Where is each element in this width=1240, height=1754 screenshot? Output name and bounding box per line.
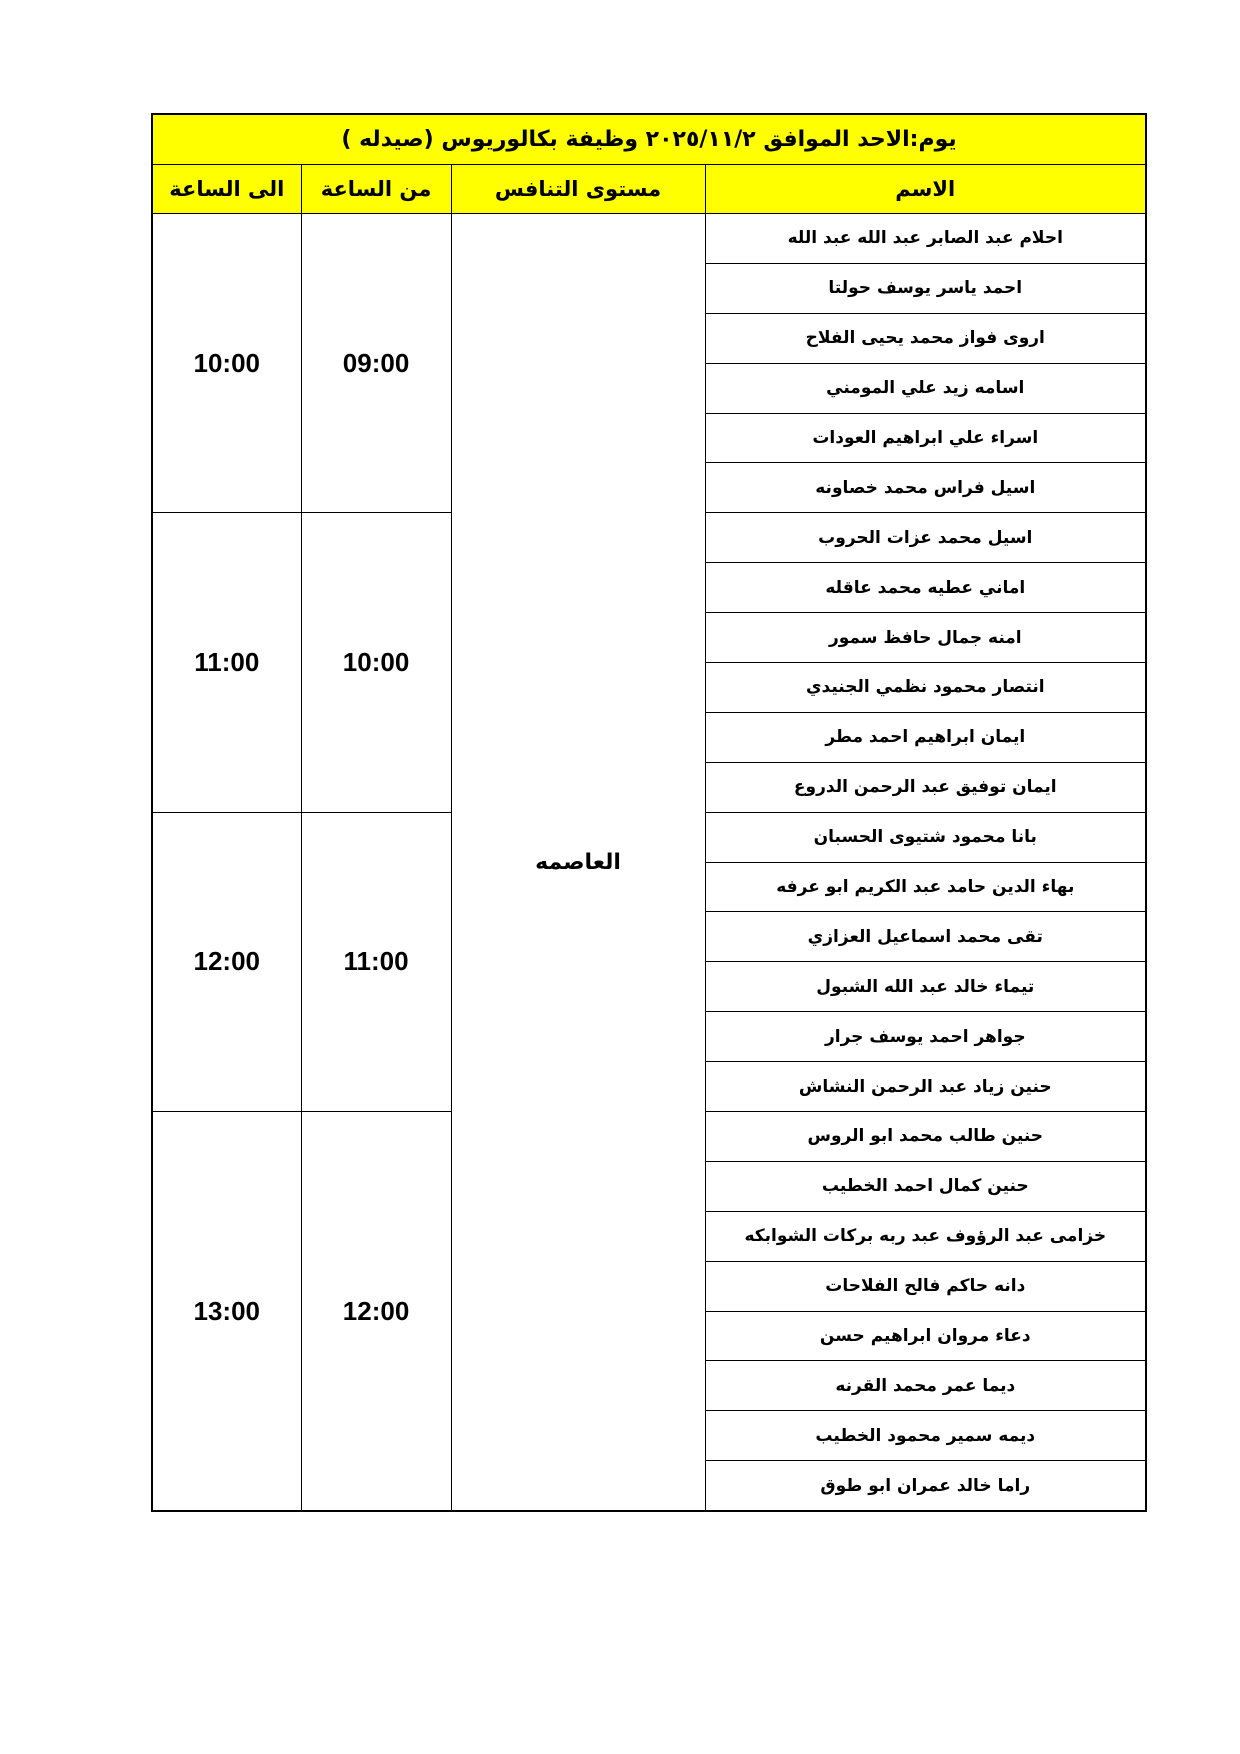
candidate-name: اسراء علي ابراهيم العودات <box>705 413 1146 463</box>
time-from: 11:00 <box>301 812 451 1111</box>
time-from: 09:00 <box>301 214 451 513</box>
candidate-name: احلام عبد الصابر عبد الله عبد الله <box>705 214 1146 264</box>
candidate-name: دعاء مروان ابراهيم حسن <box>705 1311 1146 1361</box>
header-to: الى الساعة <box>152 165 301 214</box>
candidate-name: ديما عمر محمد القرنه <box>705 1361 1146 1411</box>
candidate-name: امنه جمال حافظ سمور <box>705 613 1146 663</box>
exam-schedule-table <box>151 113 1147 1512</box>
candidate-name: تيماء خالد عبد الله الشبول <box>705 962 1146 1012</box>
time-from: 12:00 <box>301 1112 451 1512</box>
candidate-name: ديمه سمير محمود الخطيب <box>705 1411 1146 1461</box>
time-to: 11:00 <box>152 513 301 812</box>
candidate-name: حنين كمال احمد الخطيب <box>705 1161 1146 1211</box>
candidate-name: تقى محمد اسماعيل العزازي <box>705 912 1146 962</box>
candidate-name: ايمان ابراهيم احمد مطر <box>705 712 1146 762</box>
candidate-name: احمد ياسر يوسف حولتا <box>705 263 1146 313</box>
candidate-name: اماني عطيه محمد عاقله <box>705 563 1146 613</box>
header-level: مستوى التنافس <box>451 165 705 214</box>
candidate-name: انتصار محمود نظمي الجنيدي <box>705 663 1146 713</box>
candidate-name: بهاء الدين حامد عبد الكريم ابو عرفه <box>705 862 1146 912</box>
candidate-name: حنين زياد عبد الرحمن النشاش <box>705 1062 1146 1112</box>
candidate-name: بانا محمود شتيوى الحسبان <box>705 812 1146 862</box>
competition-level: العاصمه <box>451 214 705 1512</box>
candidate-name: اروى فواز محمد يحيى الفلاح <box>705 313 1146 363</box>
candidate-name: جواهر احمد يوسف جرار <box>705 1012 1146 1062</box>
candidate-name: دانه حاكم فالح الفلاحات <box>705 1261 1146 1311</box>
time-to: 13:00 <box>152 1112 301 1512</box>
schedule-title: يوم:الاحد الموافق ٢٠٢٥/١١/٢ وظيفة بكالوريوس (صيدله ) <box>152 114 1146 165</box>
header-name: الاسم <box>705 165 1146 214</box>
table-row <box>152 214 1146 264</box>
candidate-name: اسيل محمد عزات الحروب <box>705 513 1146 563</box>
time-from: 10:00 <box>301 513 451 812</box>
candidate-name: ايمان توفيق عبد الرحمن الدروع <box>705 762 1146 812</box>
header-from: من الساعة <box>301 165 451 214</box>
candidate-name: راما خالد عمران ابو طوق <box>705 1461 1146 1511</box>
time-to: 12:00 <box>152 812 301 1111</box>
candidate-name: حنين طالب محمد ابو الروس <box>705 1112 1146 1162</box>
candidate-name: خزامى عبد الرؤوف عبد ربه بركات الشوابكه <box>705 1211 1146 1261</box>
time-to: 10:00 <box>152 214 301 513</box>
candidate-name: اسيل فراس محمد خصاونه <box>705 463 1146 513</box>
candidate-name: اسامه زيد علي المومني <box>705 363 1146 413</box>
